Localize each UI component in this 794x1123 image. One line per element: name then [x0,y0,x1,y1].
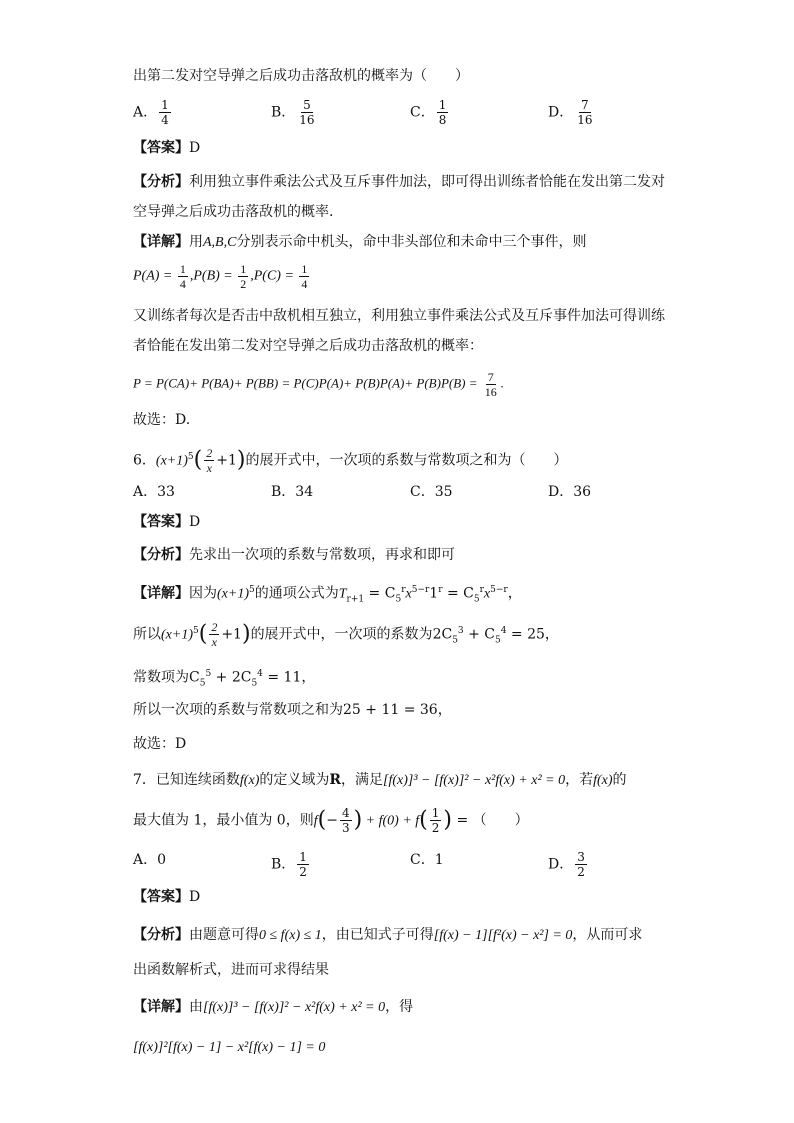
fraction-denominator: x [206,461,212,475]
detail-text: 用 [189,234,203,250]
detail-text: 常数项为 [133,669,189,686]
result: = 25 [506,626,545,643]
option-fraction [575,850,587,879]
fraction-denominator: 4 [301,277,308,291]
arg-fraction [340,806,352,835]
stem-text: 的 [612,772,627,788]
option-label: C． [410,484,435,500]
fraction-denominator: 2 [240,277,247,291]
fraction-denominator: 2 [577,865,585,879]
q5-stem-end: 出第二发对空导弹之后成功击落敌机的概率为（ ） [133,68,469,84]
q6-option-b [271,482,313,502]
expression-fraction [209,620,219,649]
q5-detail-line-1 [133,232,586,253]
q5-option-a [133,98,173,127]
option-label: A． [133,852,158,868]
q5-answer [133,138,200,158]
binomial-sup: 4 [500,625,507,636]
q6-conclusion: 故选：D [133,736,187,752]
stem-text: ，若 [565,772,594,788]
expression-exponent: 5 [193,625,199,636]
option-text: 33 [157,484,175,500]
detail-text: 由 [189,999,203,1015]
option-fraction [297,98,316,127]
answer-tag: 【答案】 [133,889,189,905]
prob-c-label: ,P(C) = [250,268,298,284]
q6-option-c [410,482,453,502]
stem-text: ，满足 [341,772,383,788]
q5-option-d [548,98,597,127]
fraction-numerator: 5 [303,98,311,112]
q7-detail-line-1 [133,997,413,1018]
function-symbol: f(x) [593,773,613,788]
q6-option-d [548,482,591,502]
option-label: A． [133,484,158,500]
q6-detail-line-2 [133,620,559,650]
analysis-tag: 【分析】 [133,547,189,563]
fraction-numerator: 1 [240,262,247,276]
binomial-sub: 5 [395,594,402,605]
expression-base: (x+1) [155,453,188,469]
question-number: 7． [133,772,156,788]
q7-detail-line-2: [f(x)]²[f(x) − 1] − x²[f(x) − 1] = 0 [133,1040,326,1055]
comma: ， [437,702,452,718]
arg-fraction [430,806,442,835]
analysis-text: 利用独立事件乘法公式及互斥事件加法，即可得出训练者恰能在发出第二发对 [189,174,665,190]
binomial-sub: 5 [199,678,206,689]
q7-stem-line-1 [133,770,627,791]
equals-c: = C [442,585,474,602]
plus-c: + C [463,626,495,643]
question-number: 6． [133,452,156,469]
option-text: 34 [295,484,314,500]
expression-fraction [204,446,214,475]
analysis-text: ，由已知式子可得 [321,927,434,943]
real-set-symbol: R [329,772,341,788]
q7-option-b [271,850,311,879]
expression-plus: +1 [221,626,242,643]
option-label: B． [271,484,296,500]
fraction-numerator: 4 [341,806,350,820]
detail-text: 因为 [189,585,217,602]
prob-a-fraction [178,262,188,291]
stem-text: 的定义域为 [259,772,330,788]
binomial-sub: 5 [452,635,458,646]
paren-close-icon: ) [353,807,363,833]
q7-analysis-line-1 [133,925,642,946]
q6-option-a [133,482,175,502]
binomial-sup: r [479,585,484,595]
detail-tag: 【详解】 [133,585,189,602]
detail-tag: 【详解】 [133,234,189,250]
expression-exponent: 5 [187,451,194,462]
option-text: 35 [434,484,453,500]
q7-option-c [410,850,444,870]
option-fraction [297,850,309,879]
q6-stem [133,446,567,475]
q5-detail-line-2: 又训练者每次是否击中敌机相互独立，利用独立事件乘法公式及互斥事件加法可得训练 [133,308,665,324]
option-fraction [159,98,171,127]
fraction-numerator: 1 [299,850,307,864]
binomial-sub: 5 [473,594,480,605]
q6-answer [133,512,200,532]
variable-x: x [483,586,491,602]
answer-value: D [189,140,201,156]
q5-probabilities [133,262,311,291]
result: = 11 [262,669,302,686]
expression-base: (x+1) [217,586,249,602]
analysis-text: 由题意可得 [189,927,259,943]
option-label: C． [410,852,435,868]
fraction-numerator: 3 [577,850,585,864]
option-fraction [575,98,594,127]
fraction-denominator: 4 [179,277,186,291]
x-exponent: 5−r [411,585,430,595]
equation: [f(x)]³ − [f(x)]² − x²f(x) + x² = 0 [203,1000,386,1015]
minus-sign: − [326,812,338,829]
q7-answer [133,887,200,907]
expression-base: (x+1) [161,627,193,643]
paren-open-icon: ( [317,807,327,833]
function-symbol: f(x) [239,773,260,788]
fraction-numerator: 1 [161,98,169,112]
binomial-sup: 5 [205,669,212,679]
detail-text: 的通项公式为 [254,585,339,602]
option-label: C． [410,104,435,121]
one-exponent: r [438,585,443,595]
fraction-numerator: 7 [487,370,494,384]
option-label: D． [548,484,574,500]
q7-option-a [133,850,166,870]
binomial-sub: 5 [251,678,258,689]
fraction-numerator: 1 [179,262,186,276]
stem-text: 的展开式中，一次项的系数与常数项之和为（ ） [245,452,568,469]
fraction-denominator: 8 [438,113,447,127]
option-text: 0 [157,852,167,868]
variable-x: x [405,586,412,602]
answer-tag: 【答案】 [133,514,189,530]
equation: [f(x)]³ − [f(x)]² − x²f(x) + x² = 0 [383,773,566,788]
paren-close-icon: ) [236,447,246,473]
formula-text: P = P(CA)+ P(BA)+ P(BB) = P(C)P(A)+ P(B)P(A)+ P(B)P(B) = [133,375,481,391]
answer-value: D [189,514,201,530]
paren-close-icon: ) [443,807,452,833]
q6-detail-line-1 [133,580,522,609]
equals-c: = C [364,585,396,602]
q7-option-d [548,850,589,879]
option-fraction [437,98,449,127]
prob-a-label: P(A) = [133,268,176,284]
fraction-denominator: 16 [299,113,315,127]
binomial-sub: 5 [495,635,501,646]
fraction-denominator: 3 [341,821,350,835]
plus-c: + 2C [211,669,252,686]
analysis-tag: 【分析】 [133,927,189,943]
stem-text: 已知连续函数 [155,772,240,788]
coef-c: C [189,669,200,686]
answer-tag: 【答案】 [133,140,189,156]
equation: [f(x) − 1][f²(x) − x²] = 0 [433,928,573,943]
q6-detail-line-3 [133,664,315,693]
inequality: 0 ≤ f(x) ≤ 1 [259,928,322,943]
expression: + f(0) + f [362,813,420,829]
term-symbol: T [338,586,347,602]
prob-b-fraction [238,262,248,291]
detail-text: 分别表示命中机头，命中非头部位和未命中三个事件，则 [236,234,587,250]
detail-text: 所以 [133,626,161,643]
q6-detail-line-4 [133,700,452,720]
paren-close-icon: ) [241,621,251,647]
analysis-tag: 【分析】 [133,174,189,190]
x-exponent: 5−r [490,585,508,595]
fraction-denominator: 16 [484,385,497,399]
formula-fraction [483,370,499,399]
q6-analysis [133,545,455,565]
formula-end: . [500,375,505,391]
q7-analysis-line-2: 出函数解析式，进而可求得结果 [133,962,329,978]
fraction-denominator: 16 [577,113,593,127]
option-label: D． [548,856,574,873]
option-label: D． [548,104,574,121]
comma: ， [507,585,522,602]
paren-open-icon: ( [419,807,428,833]
stem-text: 最大值为 1，最小值为 0，则 [133,812,314,829]
q5-option-b [271,98,319,127]
q5-detail-line-3: 者恰能在发出第二发对空导弹之后成功击落敌机的概率： [133,338,483,354]
fraction-denominator: 2 [431,821,440,835]
detail-tag: 【详解】 [133,999,189,1015]
q5-conclusion: 故选：D. [133,412,191,428]
binomial-sup: 4 [257,669,263,679]
answer-value: D [189,889,201,905]
fraction-numerator: 1 [438,98,447,112]
expression-exponent: 5 [249,585,255,595]
fraction-numerator: 1 [301,262,308,276]
term-subscript: r+1 [346,594,365,605]
event-symbols: A,B,C [203,235,237,250]
option-label: A． [133,104,158,121]
q5-analysis-line-1 [133,172,665,192]
q5-option-c [410,98,450,127]
comma: ， [544,626,559,643]
fraction-numerator: 2 [211,620,218,634]
fraction-denominator: 2 [299,865,307,879]
fraction-denominator: 4 [161,113,169,127]
comma: ， [301,669,316,686]
detail-text: 所以一次项的系数与常数项之和为 [133,702,343,718]
detail-text: ，得 [385,999,414,1015]
function-symbol: f [313,813,318,829]
fraction-denominator: x [211,635,217,649]
option-label: B． [271,104,296,121]
fraction-numerator: 7 [581,98,589,112]
stem-text: = （ ） [452,812,529,829]
q5-formula [133,370,504,399]
option-label: B． [271,856,296,873]
prob-c-fraction [299,262,309,291]
option-text: 1 [434,852,444,868]
coef-c: 2C [432,626,453,643]
fraction-numerator: 2 [206,446,213,460]
prob-b-label: ,P(B) = [189,268,237,284]
one: 1 [429,585,439,602]
binomial-sup: 3 [457,625,464,636]
analysis-text: 先求出一次项的系数与常数项，再求和即可 [189,547,455,563]
q5-analysis-line-2: 空导弹之后成功击落敌机的概率. [133,204,334,220]
q7-stem-line-2 [133,806,529,835]
result: 25 + 11 = 36 [343,702,438,718]
analysis-text: ，从而可求 [572,927,643,943]
detail-text: 的展开式中，一次项的系数为 [250,626,433,643]
expression-plus: +1 [216,452,237,469]
option-text: 36 [573,484,592,500]
binomial-sup: r [401,585,406,595]
paren-open-icon: ( [198,621,208,647]
paren-open-icon: ( [193,447,203,473]
fraction-numerator: 1 [431,806,440,820]
